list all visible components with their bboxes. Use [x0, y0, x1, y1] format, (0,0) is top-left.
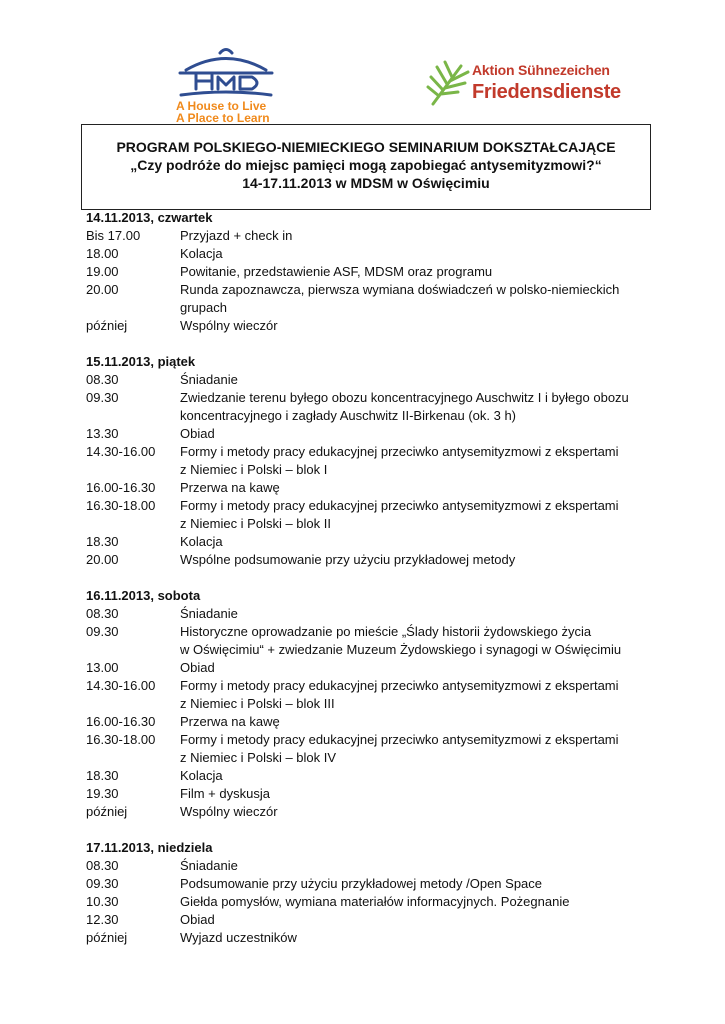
activity-line: Śniadanie	[180, 606, 238, 621]
activity-line: Śniadanie	[180, 858, 238, 873]
schedule-time: 10.30	[86, 894, 119, 909]
schedule-activity	[180, 533, 666, 551]
schedule-activity	[180, 713, 666, 731]
schedule-activity	[180, 497, 666, 533]
schedule-row	[86, 713, 666, 731]
activity-line: z Niemiec i Polski – blok I	[180, 462, 328, 477]
program-header	[81, 124, 651, 210]
day-spacer	[86, 335, 666, 353]
day-section	[86, 209, 666, 335]
day-section	[86, 353, 666, 569]
asf-logo	[425, 60, 625, 108]
schedule-time: później	[86, 930, 128, 945]
activity-line: Wspólne podsumowanie przy użyciu przykładowej metody	[180, 552, 516, 567]
schedule-time: 14.30-16.00	[86, 444, 156, 459]
program-subtitle: „Czy podróże do miejsc pamięci mogą zapobiegać antysemityzmowi?“	[130, 157, 602, 173]
schedule-row	[86, 911, 666, 929]
schedule-time: 13.00	[86, 660, 119, 675]
schedule	[86, 209, 666, 947]
schedule-row	[86, 497, 666, 533]
activity-line: Historyczne oprowadzanie po mieście „Ślady historii żydowskiego życia	[180, 624, 592, 639]
schedule-time: 08.30	[86, 372, 119, 387]
schedule-activity	[180, 281, 666, 317]
schedule-activity	[180, 227, 666, 245]
activity-line: Formy i metody pracy edukacyjnej przeciwko antysemityzmowi z ekspertami	[180, 732, 619, 747]
schedule-time: 19.30	[86, 786, 119, 801]
program-title: PROGRAM POLSKIEGO-NIEMIECKIEGO SEMINARIUM DOKSZTAŁCAJĄCE	[116, 139, 616, 155]
schedule-time: 18.00	[86, 246, 119, 261]
schedule-activity	[180, 443, 666, 479]
day-title: 15.11.2013, piątek	[86, 354, 196, 369]
schedule-activity	[180, 263, 666, 281]
schedule-row	[86, 425, 666, 443]
schedule-time: 09.30	[86, 876, 119, 891]
activity-line: Śniadanie	[180, 372, 238, 387]
schedule-row	[86, 443, 666, 479]
schedule-activity	[180, 731, 666, 767]
schedule-activity	[180, 623, 666, 659]
schedule-time: 20.00	[86, 552, 119, 567]
day-spacer	[86, 569, 666, 587]
schedule-time: 18.30	[86, 534, 119, 549]
day-spacer	[86, 821, 666, 839]
activity-line: Wyjazd uczestników	[180, 930, 297, 945]
schedule-time: 08.30	[86, 606, 119, 621]
schedule-time: 08.30	[86, 858, 119, 873]
schedule-activity	[180, 767, 666, 785]
schedule-activity	[180, 857, 666, 875]
schedule-activity	[180, 605, 666, 623]
schedule-row	[86, 803, 666, 821]
leaf-icon	[425, 60, 471, 108]
activity-line: z Niemiec i Polski – blok IV	[180, 750, 337, 765]
activity-line: Kolacja	[180, 768, 223, 783]
activity-line: z Niemiec i Polski – blok III	[180, 696, 335, 711]
schedule-time: 16.00-16.30	[86, 480, 156, 495]
schedule-row	[86, 533, 666, 551]
activity-line: Przyjazd + check in	[180, 228, 293, 243]
schedule-activity	[180, 893, 666, 911]
activity-line: Runda zapoznawcza, pierwsza wymiana doświadczeń w polsko-niemieckich	[180, 282, 620, 297]
schedule-row	[86, 929, 666, 947]
activity-line: koncentracyjnego i zagłady Auschwitz II-Birkenau (ok. 3 h)	[180, 408, 517, 423]
schedule-time: 13.30	[86, 426, 119, 441]
schedule-activity	[180, 875, 666, 893]
schedule-time: 20.00	[86, 282, 119, 297]
activity-line: Przerwa na kawę	[180, 480, 280, 495]
schedule-activity	[180, 677, 666, 713]
schedule-row	[86, 767, 666, 785]
schedule-activity	[180, 929, 666, 947]
schedule-time: 16.00-16.30	[86, 714, 156, 729]
activity-line: Obiad	[180, 660, 215, 675]
schedule-row	[86, 623, 666, 659]
schedule-activity	[180, 551, 666, 569]
house-to-live-logo	[174, 45, 314, 125]
asf-name-line-2: Friedensdienste	[472, 81, 621, 103]
activity-line: Zwiedzanie terenu byłego obozu koncentracyjnego Auschwitz I i byłego obozu	[180, 390, 629, 405]
schedule-time: 19.00	[86, 264, 119, 279]
schedule-row	[86, 605, 666, 623]
schedule-activity	[180, 911, 666, 929]
schedule-activity	[180, 389, 666, 425]
schedule-time: później	[86, 318, 128, 333]
schedule-row	[86, 893, 666, 911]
activity-line: w Oświęcimiu“ + zwiedzanie Muzeum Żydowskiego i synagogi w Oświęcimiu	[180, 642, 622, 657]
schedule-row	[86, 371, 666, 389]
day-title: 14.11.2013, czwartek	[86, 210, 213, 225]
schedule-activity	[180, 371, 666, 389]
logo-tagline-1: A House to Live	[176, 99, 267, 113]
schedule-row	[86, 731, 666, 767]
activity-line: Kolacja	[180, 534, 223, 549]
day-section	[86, 587, 666, 821]
logo-tagline-2: A Place to Learn	[176, 112, 270, 123]
schedule-time: 09.30	[86, 390, 119, 405]
schedule-time: później	[86, 804, 128, 819]
schedule-time: 16.30-18.00	[86, 732, 156, 747]
schedule-activity	[180, 245, 666, 263]
activity-line: Powitanie, przedstawienie ASF, MDSM oraz programu	[180, 264, 493, 279]
schedule-activity	[180, 317, 666, 335]
activity-line: z Niemiec i Polski – blok II	[180, 516, 331, 531]
activity-line: Obiad	[180, 912, 215, 927]
schedule-row	[86, 785, 666, 803]
schedule-row	[86, 263, 666, 281]
asf-name-line-1: Aktion Sühnezeichen	[472, 62, 610, 78]
schedule-row	[86, 317, 666, 335]
activity-line: Film + dyskusja	[180, 786, 270, 801]
schedule-row	[86, 227, 666, 245]
activity-line: Formy i metody pracy edukacyjnej przeciwko antysemityzmowi z ekspertami	[180, 498, 619, 513]
schedule-activity	[180, 659, 666, 677]
activity-line: Formy i metody pracy edukacyjnej przeciwko antysemityzmowi z ekspertami	[180, 444, 619, 459]
schedule-time: 18.30	[86, 768, 119, 783]
schedule-time: 09.30	[86, 624, 119, 639]
schedule-row	[86, 875, 666, 893]
schedule-activity	[180, 803, 666, 821]
activity-line: Giełda pomysłów, wymiana materiałów informacyjnych. Pożegnanie	[180, 894, 570, 909]
day-section	[86, 839, 666, 947]
activity-line: Kolacja	[180, 246, 223, 261]
activity-line: Obiad	[180, 426, 215, 441]
schedule-row	[86, 245, 666, 263]
schedule-activity	[180, 425, 666, 443]
schedule-row	[86, 857, 666, 875]
schedule-activity	[180, 785, 666, 803]
activity-line: Formy i metody pracy edukacyjnej przeciwko antysemityzmowi z ekspertami	[180, 678, 619, 693]
house-logo-icon	[176, 45, 276, 101]
schedule-time: Bis 17.00	[86, 228, 141, 243]
schedule-activity	[180, 479, 666, 497]
activity-line: Wspólny wieczór	[180, 804, 278, 819]
activity-line: Podsumowanie przy użyciu przykładowej metody /Open Space	[180, 876, 543, 891]
schedule-time: 12.30	[86, 912, 119, 927]
program-dates: 14-17.11.2013 w MDSM w Oświęcimiu	[242, 175, 490, 191]
activity-line: grupach	[180, 300, 227, 315]
activity-line: Przerwa na kawę	[180, 714, 280, 729]
schedule-row	[86, 659, 666, 677]
schedule-row	[86, 389, 666, 425]
day-title: 17.11.2013, niedziela	[86, 840, 213, 855]
schedule-row	[86, 479, 666, 497]
schedule-row	[86, 551, 666, 569]
activity-line: Wspólny wieczór	[180, 318, 278, 333]
schedule-time: 14.30-16.00	[86, 678, 156, 693]
schedule-row	[86, 281, 666, 317]
schedule-time: 16.30-18.00	[86, 498, 156, 513]
day-title: 16.11.2013, sobota	[86, 588, 201, 603]
schedule-row	[86, 677, 666, 713]
